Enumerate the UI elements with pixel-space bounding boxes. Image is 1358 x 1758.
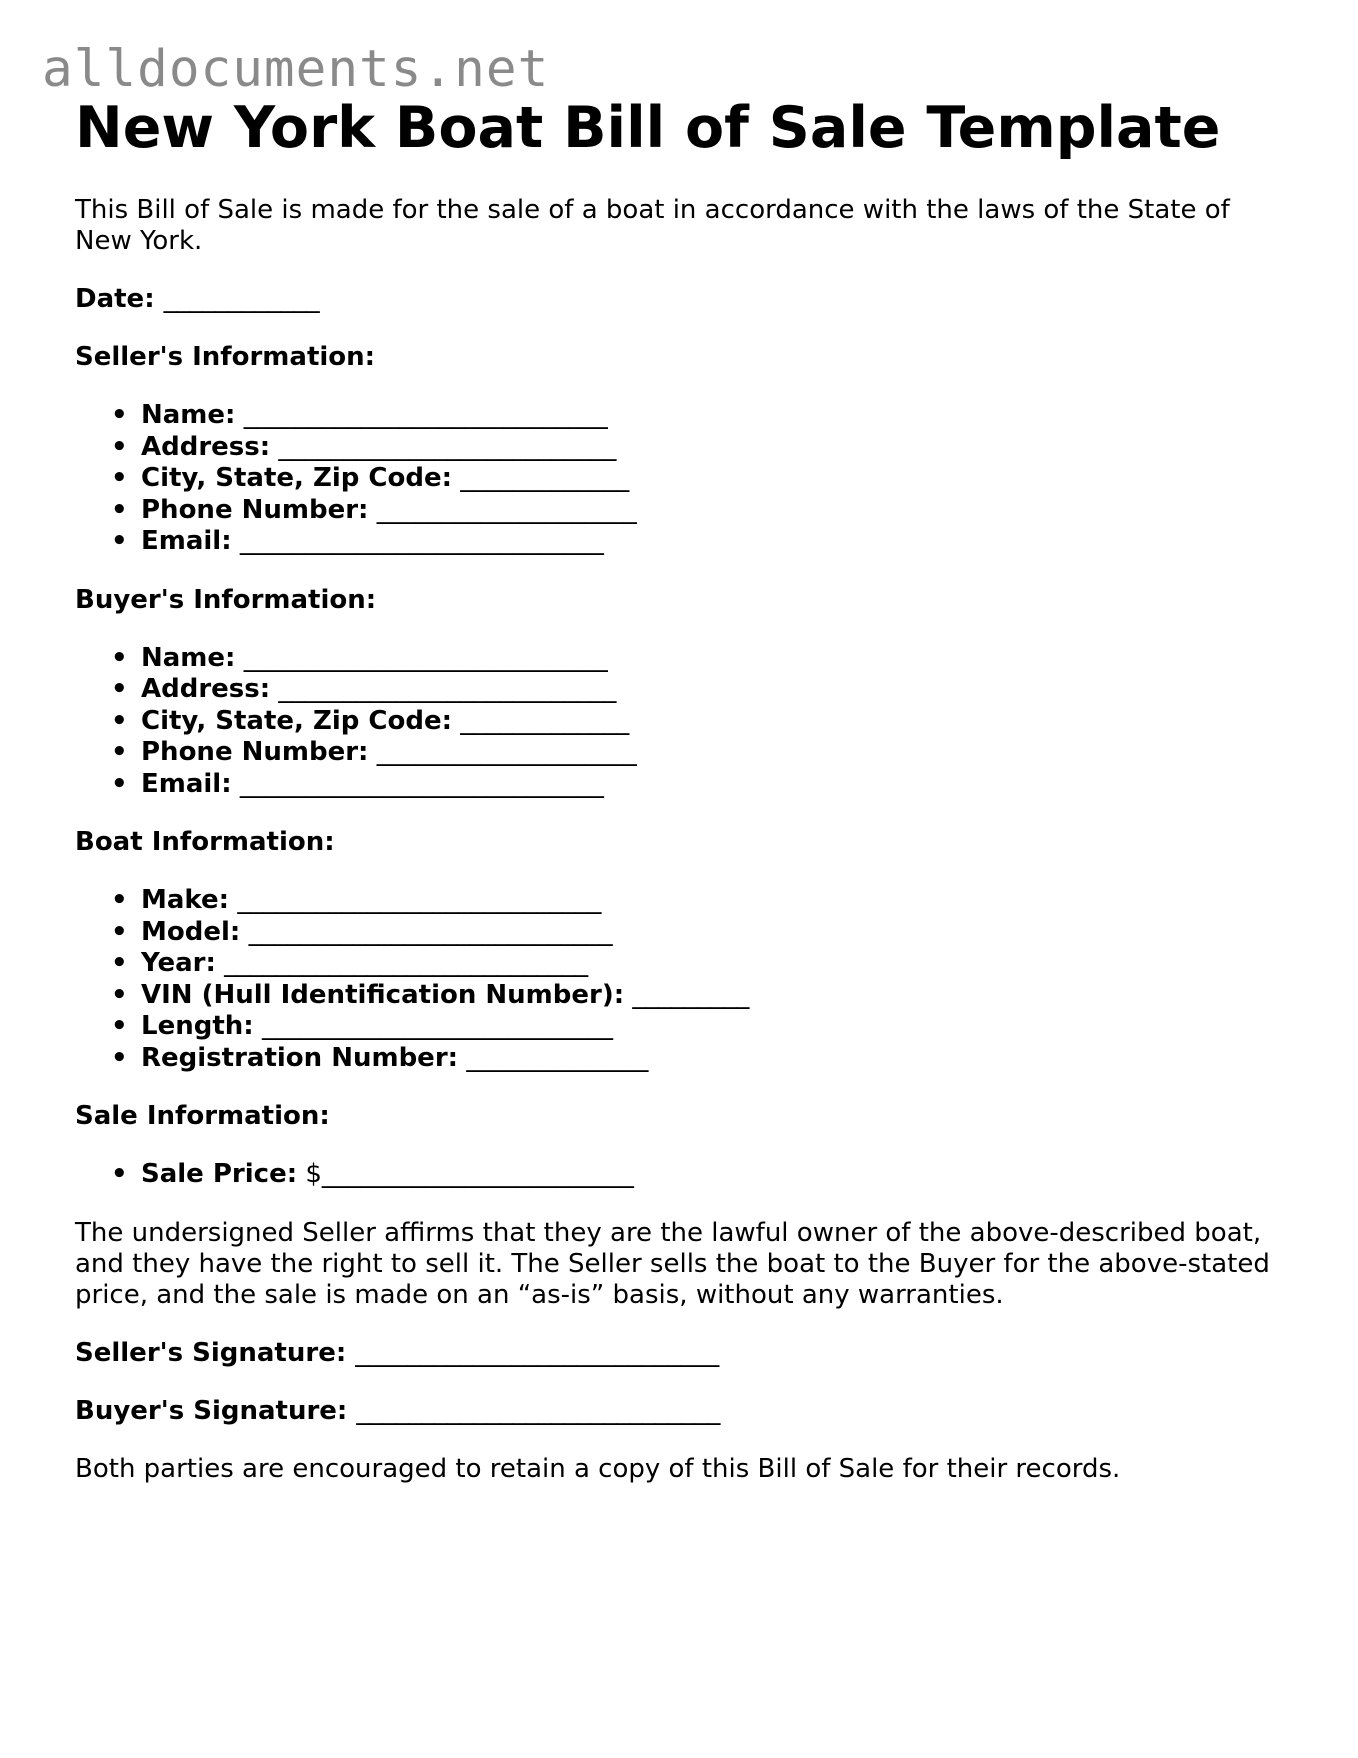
field-label: Email: xyxy=(141,768,232,799)
boat-registration-field xyxy=(111,1042,1285,1075)
seller-field-list xyxy=(75,400,1285,558)
buyer-signature-label: Buyer's Signature: xyxy=(75,1395,348,1426)
field-blank[interactable]: ____________________________ xyxy=(243,400,608,430)
field-blank[interactable]: ____________________________ xyxy=(248,916,613,947)
field-label: Address: xyxy=(141,674,271,704)
affirmation-paragraph: The undersigned Seller affirms that they are the lawful owner of the above-described boat, and they have the right to sell it. The Seller sells the boat to the Buyer for the above-stated price, and the sale is made on an “as-is” basis, without any warranties. xyxy=(75,1217,1270,1310)
boat-make-field xyxy=(111,885,1285,917)
boat-model-field xyxy=(111,916,1285,949)
buyer-signature-blank[interactable]: ____________________________ xyxy=(356,1395,721,1426)
watermark: alldocuments.net xyxy=(42,40,550,99)
buyer-section-heading: Buyer's Information: xyxy=(75,584,377,615)
bullet-icon: • xyxy=(111,979,128,1010)
bullet-icon: • xyxy=(111,400,128,430)
date-blank[interactable]: ____________ xyxy=(163,284,320,314)
buyer-phone-field xyxy=(111,737,1285,769)
bullet-icon: • xyxy=(111,916,128,947)
seller-signature-label: Seller's Signature: xyxy=(75,1337,347,1368)
date-label: Date: xyxy=(75,284,155,314)
field-blank[interactable]: ____________________________ xyxy=(243,642,608,673)
field-label: Phone Number: xyxy=(141,737,369,767)
boat-section-heading: Boat Information: xyxy=(75,827,335,857)
bullet-icon: • xyxy=(111,737,128,767)
field-label: Phone Number: xyxy=(141,494,369,525)
field-label: VIN (Hull Identification Number): xyxy=(141,979,625,1010)
field-label: Model: xyxy=(141,916,241,947)
intro-paragraph: This Bill of Sale is made for the sale of a boat in accordance with the laws of the State of New York. xyxy=(75,195,1230,256)
boat-length-field xyxy=(111,1011,1285,1043)
closing-paragraph: Both parties are encouraged to retain a copy of this Bill of Sale for their records. xyxy=(75,1453,1121,1484)
boat-year-field xyxy=(111,948,1285,980)
field-label: City, State, Zip Code: xyxy=(141,705,452,736)
bullet-icon: • xyxy=(111,1159,128,1189)
field-label: Name: xyxy=(141,642,236,673)
buyer-address-field xyxy=(111,674,1285,706)
bullet-icon: • xyxy=(111,885,128,915)
field-label: Year: xyxy=(141,948,216,978)
field-label: Address: xyxy=(141,431,271,462)
date-field xyxy=(75,284,1285,315)
seller-phone-field xyxy=(111,494,1285,527)
boat-field-list xyxy=(75,885,1285,1074)
field-blank[interactable]: _________ xyxy=(632,979,750,1010)
bullet-icon: • xyxy=(111,526,128,556)
field-blank[interactable]: _____________ xyxy=(460,705,630,736)
field-label: Make: xyxy=(141,885,230,915)
field-label: City, State, Zip Code: xyxy=(141,463,452,493)
bullet-icon: • xyxy=(111,494,128,525)
buyer-signature-field xyxy=(75,1396,1285,1427)
field-label: Name: xyxy=(141,400,236,430)
sale-price-blank[interactable]: $________________________ xyxy=(305,1159,634,1189)
bullet-icon: • xyxy=(111,674,128,704)
bullet-icon: • xyxy=(111,948,128,978)
field-blank[interactable]: _____________ xyxy=(460,463,630,493)
bullet-icon: • xyxy=(111,1042,128,1073)
bullet-icon: • xyxy=(111,463,128,493)
seller-signature-blank[interactable]: ____________________________ xyxy=(355,1337,720,1368)
boat-vin-field xyxy=(111,979,1285,1012)
buyer-email-field xyxy=(111,768,1285,801)
field-label: Registration Number: xyxy=(141,1042,459,1073)
bullet-icon: • xyxy=(111,642,128,673)
bullet-icon: • xyxy=(111,1011,128,1041)
field-label: Length: xyxy=(141,1011,254,1041)
seller-city-state-zip-field xyxy=(111,463,1285,495)
seller-name-field xyxy=(111,400,1285,432)
buyer-city-state-zip-field xyxy=(111,705,1285,738)
field-blank[interactable]: __________________________ xyxy=(278,431,617,462)
seller-section-heading: Seller's Information: xyxy=(75,342,376,372)
buyer-name-field xyxy=(111,642,1285,675)
sale-price-field xyxy=(111,1159,1285,1191)
field-blank[interactable]: ____________________________ xyxy=(224,948,589,978)
buyer-field-list xyxy=(75,643,1285,801)
sale-field-list xyxy=(75,1159,1285,1191)
bullet-icon: • xyxy=(111,768,128,799)
field-blank[interactable]: ______________ xyxy=(466,1042,649,1073)
document-page xyxy=(75,95,1285,1485)
field-blank[interactable]: __________________________ xyxy=(278,674,617,704)
bullet-icon: • xyxy=(111,705,128,736)
seller-email-field xyxy=(111,526,1285,558)
field-blank[interactable]: ____________________ xyxy=(376,737,637,767)
field-blank[interactable]: ____________________________ xyxy=(239,526,604,556)
seller-signature-field xyxy=(75,1338,1285,1369)
seller-address-field xyxy=(111,431,1285,464)
field-blank[interactable]: ___________________________ xyxy=(261,1011,613,1041)
field-blank[interactable]: ____________________________ xyxy=(239,768,604,799)
field-label: Email: xyxy=(141,526,232,556)
bullet-icon: • xyxy=(111,431,128,462)
document-title: New York Boat Bill of Sale Template xyxy=(75,95,1221,161)
field-blank[interactable]: ____________________________ xyxy=(237,885,602,915)
field-label: Sale Price: xyxy=(141,1159,298,1189)
field-blank[interactable]: ____________________ xyxy=(376,494,637,525)
sale-section-heading: Sale Information: xyxy=(75,1101,330,1131)
